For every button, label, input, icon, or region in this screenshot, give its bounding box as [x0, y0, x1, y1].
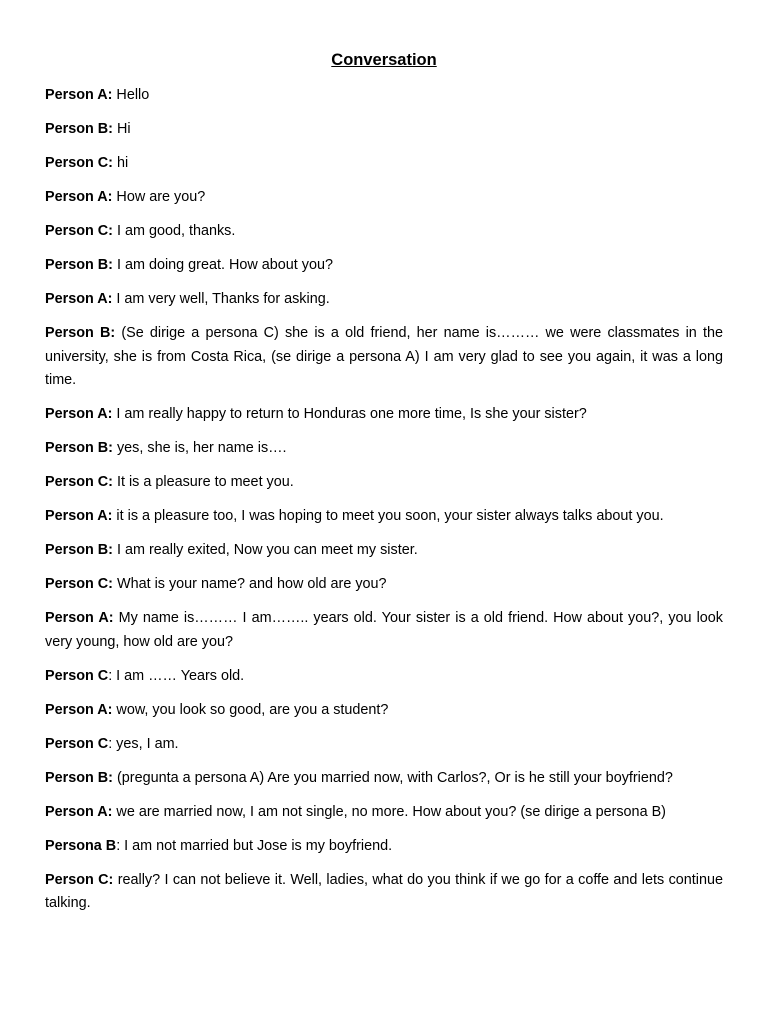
dialogue-text: really? I can not believe it. Well, ladies, what do you think if we go for a coffe and lets continue talking.	[45, 871, 723, 911]
dialogue-line	[45, 437, 723, 461]
dialogue-line	[45, 665, 723, 689]
dialogue-line	[45, 767, 723, 791]
dialogue-text: My name is……… I am…….. years old. Your sister is a old friend. How about you?, you look very young, how old are you?	[45, 610, 723, 650]
dialogue-line	[45, 471, 723, 495]
dialogue-line	[45, 403, 723, 427]
dialogue-line	[45, 733, 723, 757]
dialogue-text: yes, she is, her name is….	[112, 440, 287, 456]
dialogue-line	[45, 573, 723, 597]
speaker-label: Person A:	[45, 701, 113, 718]
speaker-label: Person B:	[45, 769, 113, 786]
dialogue-text: (pregunta a persona A) Are you married now, with Carlos?, Or is he still your boyfriend?	[112, 769, 673, 786]
speaker-label: Person C:	[45, 155, 113, 171]
dialogue-line	[45, 539, 723, 563]
speaker-label: Person A:	[45, 406, 113, 422]
speaker-label: Person A:	[45, 508, 113, 524]
speaker-label: Person C	[45, 667, 109, 684]
dialogue-line	[45, 254, 723, 278]
dialogue-text: It is a pleasure to meet you.	[112, 474, 294, 490]
dialogue-text: I am really exited, Now you can meet my sister.	[112, 542, 418, 558]
dialogue-text: What is your name? and how old are you?	[112, 576, 387, 592]
dialogue-text: hi	[112, 155, 129, 171]
dialogue-text: I am doing great. How about you?	[112, 257, 333, 273]
dialogue-text: I am good, thanks.	[112, 223, 236, 239]
speaker-label: Person A:	[45, 803, 113, 820]
speaker-label: Person C	[45, 735, 109, 752]
dialogue-line	[45, 288, 723, 312]
dialogue-line	[45, 186, 723, 210]
speaker-label: Person A:	[45, 610, 114, 626]
speaker-label: Person B:	[45, 325, 116, 341]
document-title: Conversation	[331, 51, 437, 69]
speaker-label: Person C:	[45, 871, 114, 888]
dialogue-text: How are you?	[112, 189, 206, 205]
dialogue-text: Hi	[112, 121, 131, 137]
dialogue-text: : I am …… Years old.	[108, 667, 245, 684]
dialogue-line	[45, 801, 723, 825]
dialogue-text: I am very well, Thanks for asking.	[112, 291, 330, 307]
speaker-label: Person B:	[45, 440, 113, 456]
dialogue-text: it is a pleasure too, I was hoping to meet you soon, your sister always talks about you.	[112, 508, 664, 524]
conversation-body	[45, 84, 723, 916]
dialogue-line	[45, 835, 723, 859]
dialogue-text: I am really happy to return to Honduras one more time, Is she your sister?	[112, 406, 587, 422]
document-page	[45, 48, 723, 926]
speaker-label: Person A:	[45, 189, 113, 205]
dialogue-text: : yes, I am.	[108, 735, 179, 752]
speaker-label: Person A:	[45, 87, 113, 103]
dialogue-text: wow, you look so good, are you a student?	[112, 701, 389, 718]
speaker-label: Person B:	[45, 542, 113, 558]
speaker-label: Person A:	[45, 291, 113, 307]
dialogue-line	[45, 220, 723, 244]
dialogue-text: : I am not married but Jose is my boyfriend.	[116, 837, 393, 854]
dialogue-line	[45, 869, 723, 916]
dialogue-text: we are married now, I am not single, no more. How about you? (se dirige a persona B)	[112, 803, 666, 820]
dialogue-line	[45, 699, 723, 723]
dialogue-text: Hello	[112, 87, 150, 103]
dialogue-line	[45, 84, 723, 108]
speaker-label: Person C:	[45, 576, 113, 592]
speaker-label: Person B:	[45, 257, 113, 273]
speaker-label: Person C:	[45, 474, 113, 490]
speaker-label: Person B:	[45, 121, 113, 137]
speaker-label: Person C:	[45, 223, 113, 239]
dialogue-line	[45, 505, 723, 529]
dialogue-line	[45, 607, 723, 654]
speaker-label: Persona B	[45, 837, 117, 854]
dialogue-line	[45, 118, 723, 142]
dialogue-line	[45, 322, 723, 393]
dialogue-line	[45, 152, 723, 176]
dialogue-text: (Se dirige a persona C) she is a old friend, her name is……… we were classmates in the university, she is from Costa Rica, (se dirige a persona A) I am very glad to see you again, it was a long time.	[45, 325, 723, 388]
